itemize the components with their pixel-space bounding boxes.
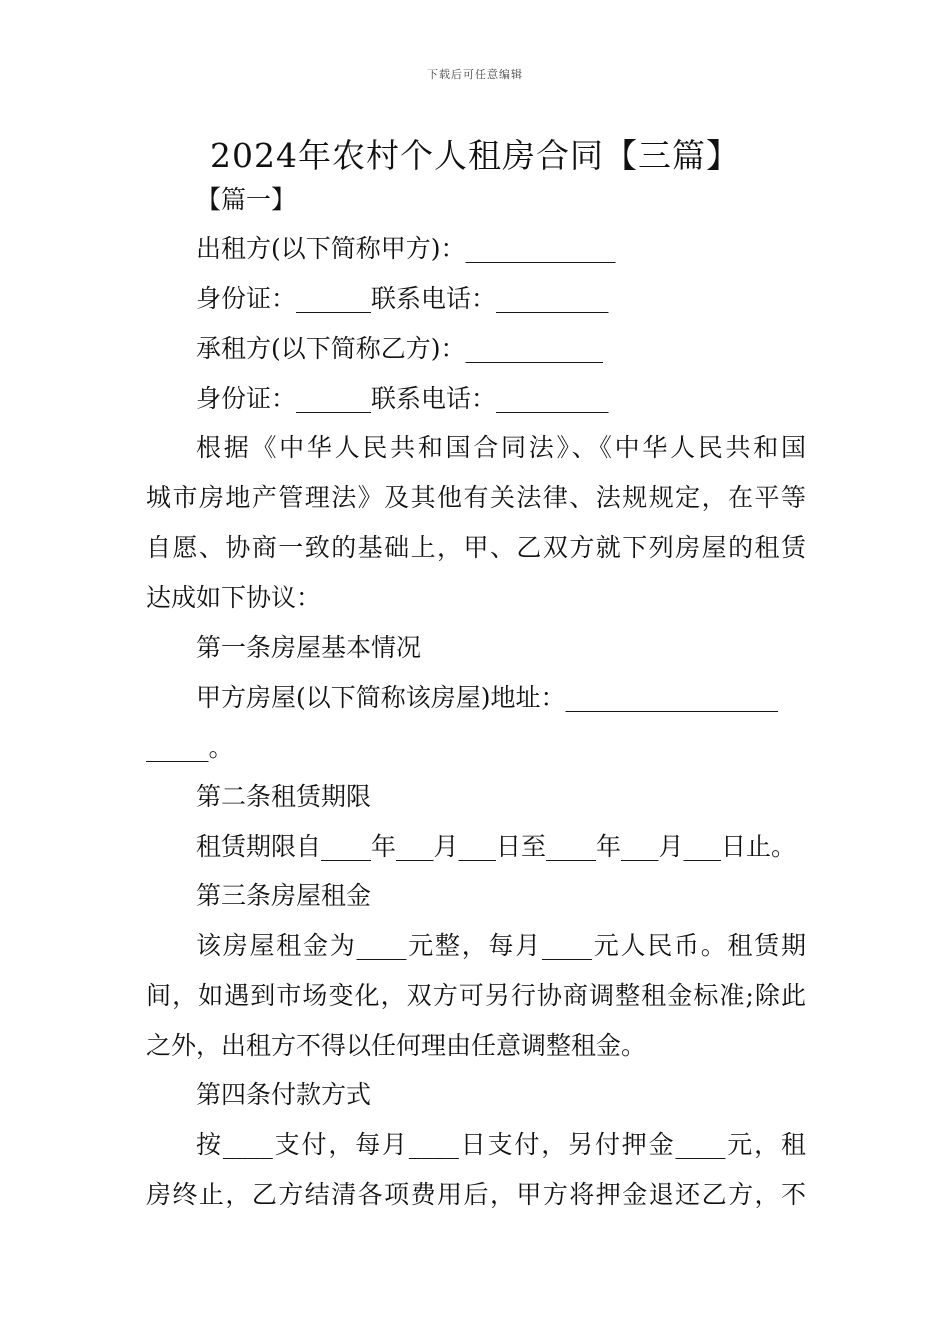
preamble-line-3: 自愿、协商一致的基础上，甲、乙双方就下列房屋的租赁 bbox=[146, 533, 806, 562]
preamble-line-1: 根据《中华人民共和国合同法》、《中华人民共和国 bbox=[196, 433, 806, 462]
article-1-text-2: _____。 bbox=[146, 733, 234, 762]
article-4-text-2: 房终止，乙方结清各项费用后，甲方将押金退还乙方，不 bbox=[146, 1180, 806, 1209]
lessor-id-line: 身份证：______联系电话：_________ bbox=[196, 284, 609, 313]
document-title: 2024年农村个人租房合同【三篇】 bbox=[210, 136, 740, 175]
article-3-text-2: 间，如遇到市场变化，双方可另行协商调整租金标准;除此 bbox=[146, 981, 806, 1010]
lessee-id-line: 身份证：______联系电话：_________ bbox=[196, 384, 609, 413]
article-2-title: 第二条租赁期限 bbox=[196, 782, 372, 811]
preamble-line-2: 城市房地产管理法》及其他有关法律、法规规定，在平等 bbox=[146, 483, 806, 512]
article-4-text-1: 按____支付，每月____日支付，另付押金____元，租 bbox=[196, 1130, 806, 1159]
article-4-title: 第四条付款方式 bbox=[196, 1080, 372, 1109]
article-2-text: 租赁期限自____年___月___日至____年___月___日止。 bbox=[196, 832, 797, 861]
section-label: 【篇一】 bbox=[196, 185, 297, 214]
article-3-title: 第三条房屋租金 bbox=[196, 881, 372, 910]
lessee-line: 承租方(以下简称乙方)：___________ bbox=[196, 334, 604, 363]
article-1-text-1: 甲方房屋(以下简称该房屋)地址：_________________ bbox=[196, 683, 779, 712]
lessor-line: 出租方(以下简称甲方)：____________ bbox=[196, 234, 616, 263]
header-note: 下载后可任意编辑 bbox=[427, 68, 523, 81]
article-3-text-3: 之外，出租方不得以任何理由任意调整租金。 bbox=[146, 1031, 647, 1060]
article-1-title: 第一条房屋基本情况 bbox=[196, 633, 422, 662]
article-3-text-1: 该房屋租金为____元整，每月____元人民币。租赁期 bbox=[196, 931, 806, 960]
preamble-line-4: 达成如下协议： bbox=[146, 583, 322, 612]
